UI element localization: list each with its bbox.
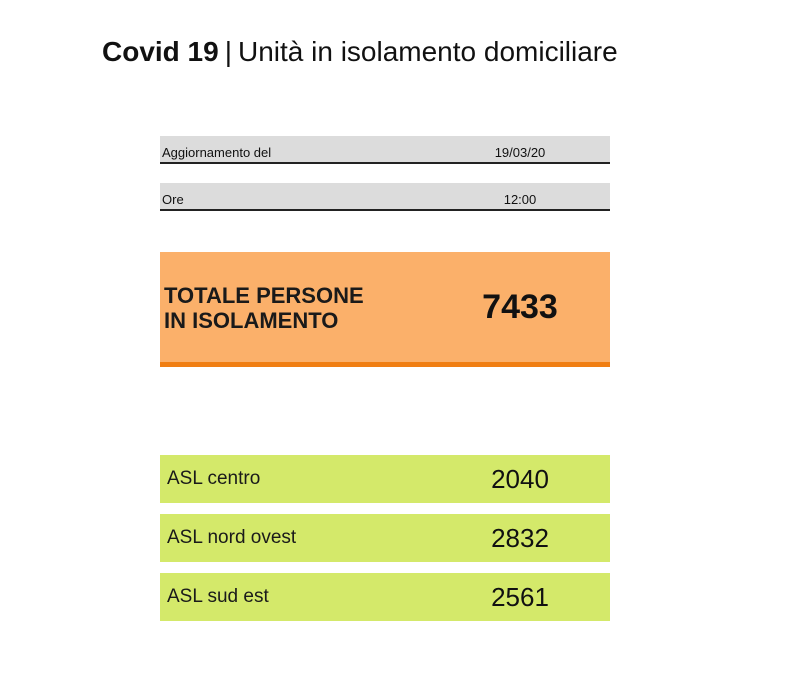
update-date-label: Aggiornamento del — [162, 145, 272, 160]
title-separator: | — [224, 36, 232, 67]
title-bold: Covid 19 — [102, 36, 219, 67]
asl-value: 2832 — [491, 523, 549, 553]
update-time-value: 12:00 — [503, 192, 537, 207]
asl-value: 2040 — [491, 464, 549, 494]
asl-name: ASL nord ovest — [167, 527, 297, 548]
asl-row-centro — [160, 455, 610, 503]
page-title — [102, 34, 618, 70]
total-label-line2: IN ISOLAMENTO — [164, 308, 339, 333]
total-isolation-value: 7433 — [482, 288, 558, 326]
update-date-row — [160, 136, 610, 164]
asl-row-sud-est — [160, 573, 610, 621]
asl-name: ASL sud est — [167, 586, 269, 607]
update-time-label: Ore — [162, 192, 184, 207]
update-date-value: 19/03/20 — [494, 145, 546, 160]
title-rest: Unità in isolamento domiciliare — [237, 36, 618, 67]
total-isolation-box — [160, 252, 610, 367]
asl-row-nord-ovest — [160, 514, 610, 562]
total-label-line1: TOTALE PERSONE — [164, 283, 364, 308]
asl-name: ASL centro — [167, 468, 261, 489]
update-time-row — [160, 183, 610, 211]
asl-value: 2561 — [491, 582, 549, 612]
total-isolation-label — [164, 283, 364, 333]
